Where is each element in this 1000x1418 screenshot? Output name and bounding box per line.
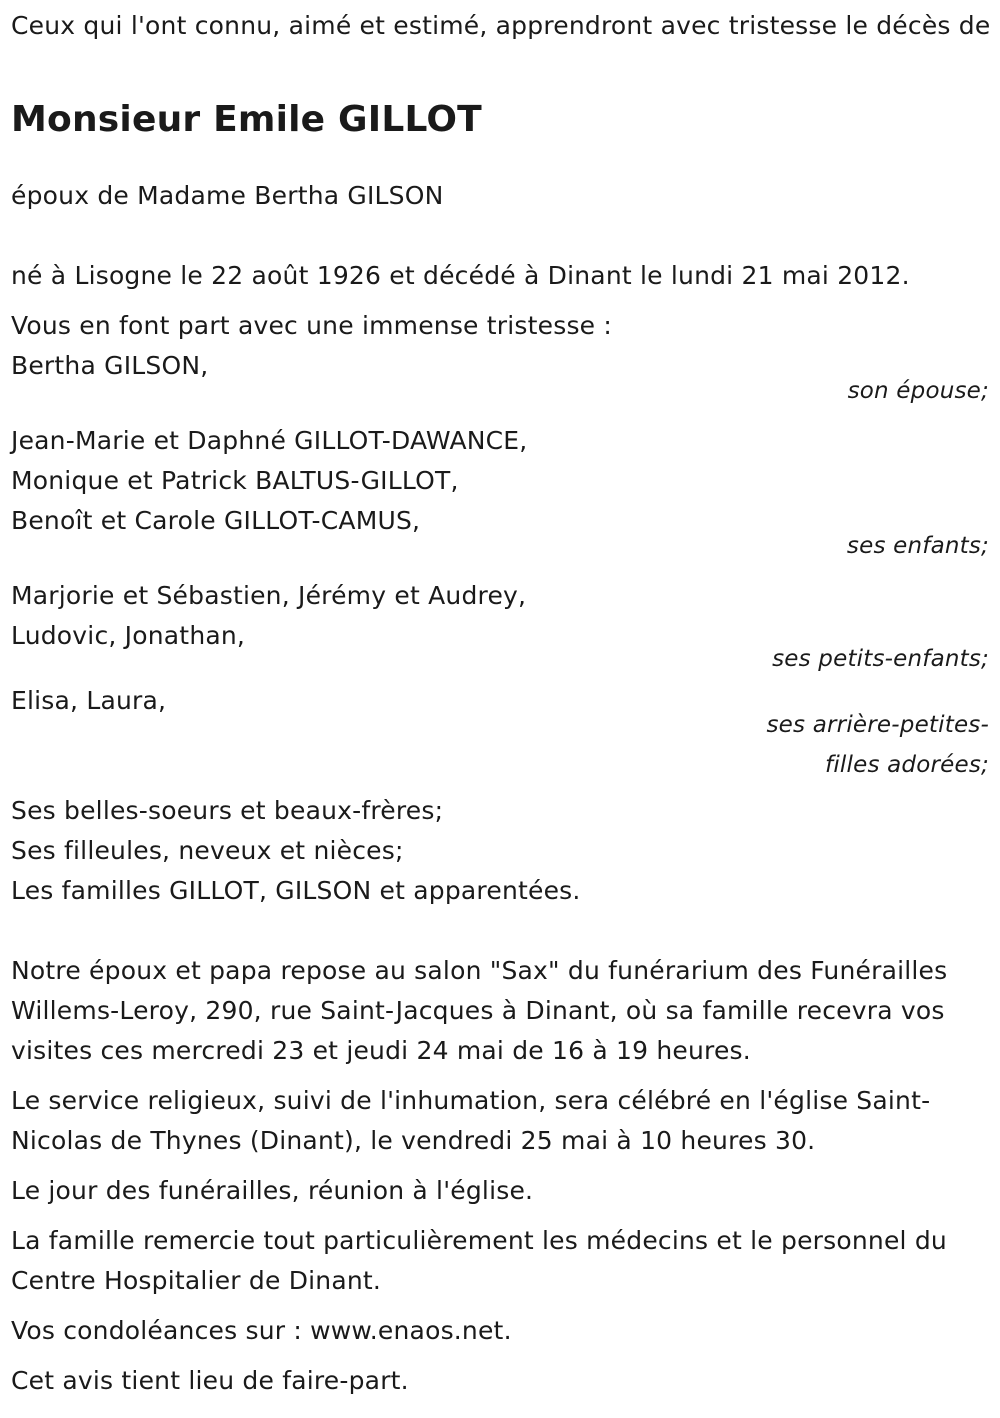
family-role: ses enfants; <box>846 533 989 559</box>
family-group-grandchildren <box>11 576 991 679</box>
service-paragraph: Le service religieux, suivi de l'inhumation, sera célébré en l'église Saint-Nicolas de Thynes (Dinant), le vendredi 25 mai à 10 heures 30. <box>11 1086 931 1155</box>
family-member: Benoît et Carole GILLOT-CAMUS, <box>11 506 421 535</box>
family-member: Marjorie et Sébastien, Jérémy et Audrey, <box>11 581 527 610</box>
obituary-notice <box>11 6 991 1401</box>
family-member: Elisa, Laura, <box>11 686 167 715</box>
extended-family-line: Les familles GILLOT, GILSON et apparentées. <box>11 876 581 905</box>
family-role-line: ses arrière-petites- <box>766 712 989 738</box>
family-member: Ludovic, Jonathan, <box>11 621 246 650</box>
family-group-great-grandchildren <box>11 681 991 785</box>
family-role-line: filles adorées; <box>825 752 989 778</box>
extended-family-line: Ses belles-soeurs et beaux-frères; <box>11 796 444 825</box>
birth-death-line: né à Lisogne le 22 août 1926 et décédé à Dinant le lundi 21 mai 2012. <box>11 261 910 290</box>
family-member: Monique et Patrick BALTUS-GILLOT, <box>11 466 459 495</box>
family-role: ses petits-enfants; <box>772 646 989 672</box>
family-group-children <box>11 421 991 566</box>
extended-family-line: Ses filleules, neveux et nièces; <box>11 836 404 865</box>
family-member: Bertha GILSON, <box>11 351 209 380</box>
extended-family <box>11 791 991 911</box>
family-group-spouse <box>11 346 991 411</box>
family-member: Jean-Marie et Daphné GILLOT-DAWANCE, <box>11 426 528 455</box>
intro-text: Ceux qui l'ont connu, aimé et estimé, apprendront avec tristesse le décès de <box>11 11 991 40</box>
thanks-paragraph: La famille remercie tout particulièrement les médecins et le personnel du Centre Hospitalier de Dinant. <box>11 1226 947 1295</box>
visitation-paragraph: Notre époux et papa repose au salon "Sax" du funérarium des Funérailles Willems-Leroy, 290, rue Saint-Jacques à Dinant, où sa famille recevra vos visites ces mercredi 23 et jeudi 24 mai de 16 à 19 heures. <box>11 956 948 1065</box>
deceased-name: Monsieur Emile GILLOT <box>11 99 482 140</box>
gathering-paragraph: Le jour des funérailles, réunion à l'église. <box>11 1176 534 1205</box>
notice-paragraph: Cet avis tient lieu de faire-part. <box>11 1366 409 1395</box>
spouse-line: époux de Madame Bertha GILSON <box>11 181 444 210</box>
family-role: son épouse; <box>847 378 989 404</box>
announcers-intro: Vous en font part avec une immense tristesse : <box>11 311 613 340</box>
condolences-paragraph: Vos condoléances sur : www.enaos.net. <box>11 1316 512 1345</box>
